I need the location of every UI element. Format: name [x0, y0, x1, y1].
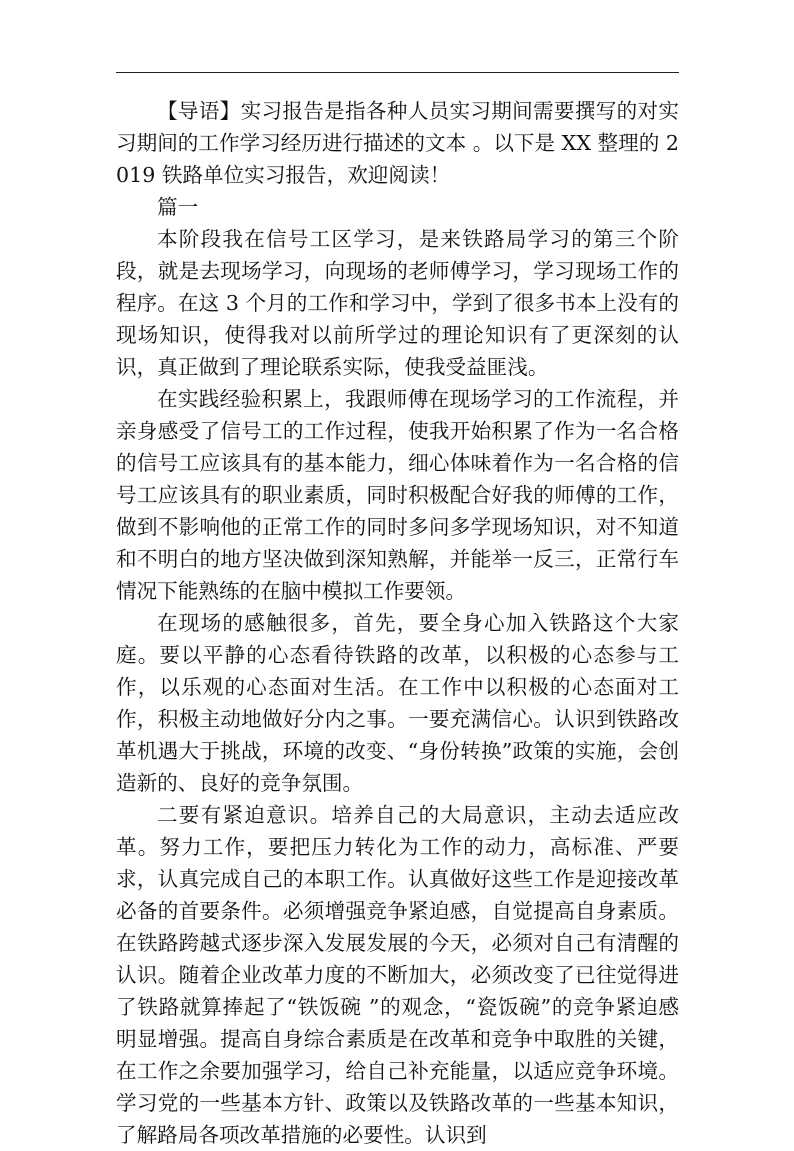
body-paragraph-2: 在实践经验积累上，我跟师傅在现场学习的工作流程，并亲身感受了信号工的工作过程，使我开始积累了作为一名合格的信号工应该具有的基本能力，细心体味着作为一名合格的信号工应该具有的职业素质，同时积极配合好我的师傅的工作，做到不影响他的正常工作的同时多问多学现场知识，对不知道和不明白的地方坚决做到深知熟解，并能举一反三，正常行车情况下能熟练的在脑中模拟工作要领。 — [116, 387, 679, 603]
body-paragraph-1: 本阶段我在信号工区学习，是来铁路局学习的第三个阶段，就是去现场学习，向现场的老师傅学习，学习现场工作的程序。在这 3 个月的工作和学习中，学到了很多书本上没有的现场知识，使得我对以前所学过的理论知识有了更深刻的认识，真正做到了理论联系实际，使我受益匪浅。 — [116, 227, 679, 379]
body-paragraph-3: 在现场的感触很多，首先，要全身心加入铁路这个大家庭。要以平静的心态看待铁路的改革，以积极的心态参与工作，以乐观的心态面对生活。在工作中以积极的心态面对工作，积极主动地做好分内之事。一要充满信心。认识到铁路改革机遇大于挑战，环境的改变、“身份转换”政策的实施，会创造新的、良好的竞争氛围。 — [116, 611, 679, 795]
document-body — [116, 95, 679, 1151]
body-paragraph-4: 二要有紧迫意识。培养自己的大局意识，主动去适应改革。努力工作，要把压力转化为工作的动力，高标准、严要求，认真完成自己的本职工作。认真做好这些工作是迎接改革必备的首要条件。必须增强竞争紧迫感，自觉提高自身素质。在铁路跨越式逐步深入发展发展的今天，必须对自己有清醒的认识。随着企业改革力度的不断加大，必须改变了已往觉得进了铁路就算捧起了“铁饭碗 ”的观念，“瓷饭碗”的竞争紧迫感明显增强。提高自身综合素质是在改革和竞争中取胜的关键，在工作之余要加强学习，给自己补充能量，以适应竞争环境。学习党的一些基本方针、政策以及铁路改革的一些基本知识，了解路局各项改革措施的必要性。认识到 — [116, 803, 679, 1147]
section-title: 篇一 — [157, 195, 199, 219]
header-rule — [116, 72, 679, 73]
intro-paragraph: 【导语】实习报告是指各种人员实习期间需要撰写的对实习期间的工作学习经历进行描述的文本 。以下是 XX 整理的 2019 铁路单位实习报告，欢迎阅读！ — [116, 99, 679, 187]
